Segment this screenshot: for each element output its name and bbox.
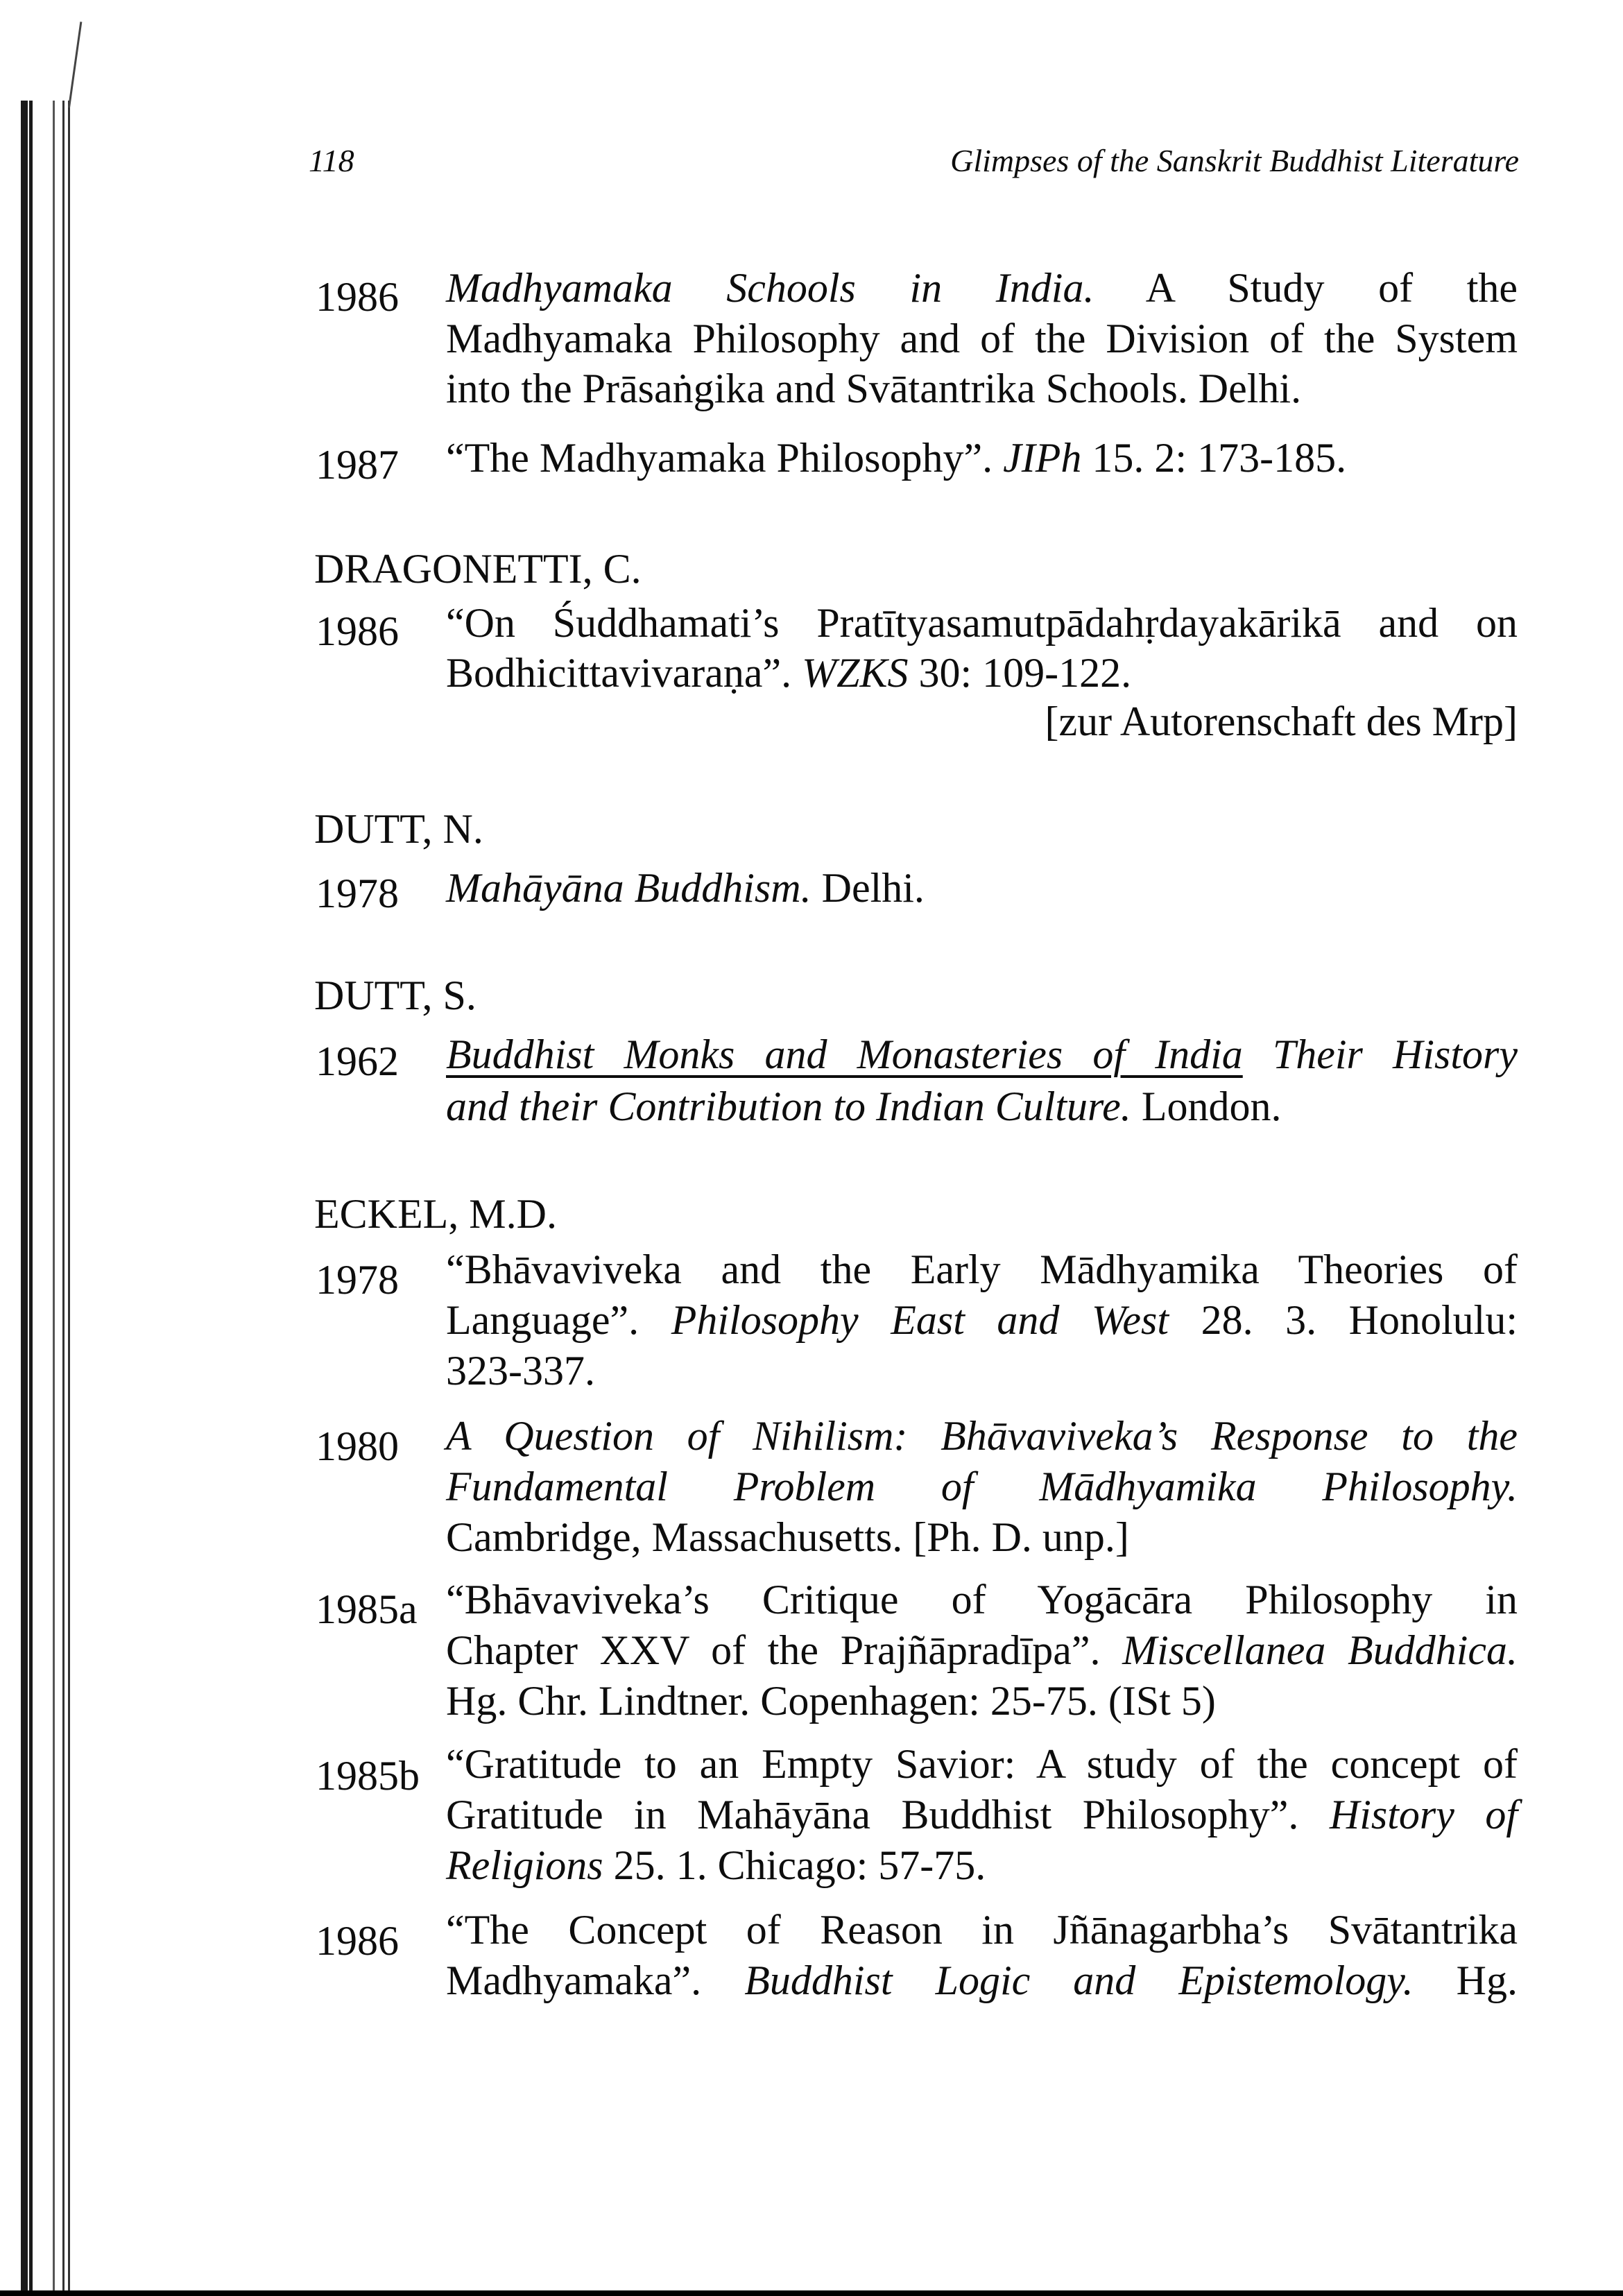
page-edge-curve [68, 22, 82, 108]
citation-line: Madhyamaka Philosophy and of the Division of the System [446, 316, 1518, 361]
citation-line: Buddhist Monks and Monasteries of India Their History [446, 1031, 1518, 1077]
entry-year: 1987 [316, 442, 399, 488]
entry-year: 1985b [316, 1753, 420, 1799]
journal-title: History of [1329, 1792, 1518, 1837]
citation-line: Madhyamaka”. Buddhist Logic and Epistemology. Hg. [446, 1957, 1518, 2003]
underlined-book-title: Buddhist Monks and Monasteries of India [446, 1031, 1243, 1077]
citation-line: Language”. Philosophy East and West 28. 3. Honolulu: [446, 1297, 1518, 1343]
citation-line: 323-337. [446, 1348, 595, 1394]
citation-line: “The Madhyamaka Philosophy”. JIPh 15. 2: 173-185. [446, 435, 1347, 481]
author-heading: DUTT, S. [314, 973, 476, 1018]
citation-line: Chapter XXV of the Prajñāpradīpa”. Miscellanea Buddhica. [446, 1627, 1518, 1673]
book-title: Mahāyāna Buddhism. [446, 865, 812, 911]
citation-line: into the Prāsaṅgika and Svātantrika Schools. Delhi. [446, 366, 1302, 411]
citation-line: Madhyamaka Schools in India. A Study of the [446, 265, 1518, 311]
entry-year: 1978 [316, 1257, 399, 1303]
running-title: Glimpses of the Sanskrit Buddhist Literature [950, 143, 1519, 178]
entry-year: 1962 [316, 1038, 399, 1084]
citation-line: Mahāyāna Buddhism. Delhi. [446, 865, 925, 911]
editorial-note: [zur Autorenschaft des Mrp] [1045, 699, 1518, 744]
entry-year: 1986 [316, 608, 399, 654]
entry-year: 1978 [316, 871, 399, 916]
journal-abbrev: JIPh [1003, 435, 1082, 481]
page-number: 118 [309, 143, 354, 178]
entry-year: 1986 [316, 1918, 399, 1964]
citation-line [446, 1415, 1518, 1457]
citation-line: “Gratitude to an Empty Savior: A study of the concept of [446, 1741, 1518, 1787]
scan-bottom-border [0, 2290, 1623, 2296]
book-title: Fundamental Problem of Mādhyamika Philosophy. [446, 1464, 1518, 1509]
citation-line: “On Śuddhamati’s Pratītyasamutpādahṛdayakārikā and on [446, 600, 1518, 646]
book-subtitle: and their Contribution to Indian Culture. [446, 1083, 1131, 1129]
journal-abbrev: WZKS [802, 650, 909, 696]
entry-year: 1985a [316, 1586, 418, 1632]
citation-line: Cambridge, Massachusetts. [Ph. D. unp.] [446, 1514, 1129, 1560]
citation-line: Hg. Chr. Lindtner. Copenhagen: 25-75. (ISt 5) [446, 1678, 1216, 1724]
author-heading: ECKEL, M.D. [314, 1191, 557, 1237]
citation-line [446, 1466, 1518, 1507]
book-title: Madhyamaka Schools in India. [446, 265, 1094, 311]
citation-line: Bodhicittavivaraṇa”. WZKS 30: 109-122. [446, 650, 1132, 696]
author-heading: DRAGONETTI, C. [314, 546, 642, 592]
book-title: Buddhist Logic and Epistemology. [744, 1957, 1414, 2003]
journal-title: Religions [446, 1842, 603, 1888]
book-title: Miscellanea Buddhica. [1122, 1627, 1518, 1673]
citation-line: “Bhāvaviveka and the Early Mādhyamika Theories of [446, 1246, 1518, 1292]
book-binding-shadow [19, 101, 82, 2293]
entry-year: 1986 [316, 274, 399, 320]
book-title: A Question of Nihilism: Bhāvaviveka’s Response to the [446, 1413, 1518, 1459]
citation-line: Gratitude in Mahāyāna Buddhist Philosophy”. History of [446, 1792, 1518, 1837]
entry-year: 1980 [316, 1423, 399, 1469]
citation-line: and their Contribution to Indian Culture. London. [446, 1083, 1282, 1129]
citation-line: “Bhāvaviveka’s Critique of Yogācāra Philosophy in [446, 1577, 1518, 1622]
citation-line: “The Concept of Reason in Jñānagarbha’s Svātantrika [446, 1907, 1518, 1953]
author-heading: DUTT, N. [314, 806, 483, 852]
citation-line: Religions 25. 1. Chicago: 57-75. [446, 1842, 986, 1888]
journal-title: Philosophy East and West [671, 1297, 1169, 1343]
